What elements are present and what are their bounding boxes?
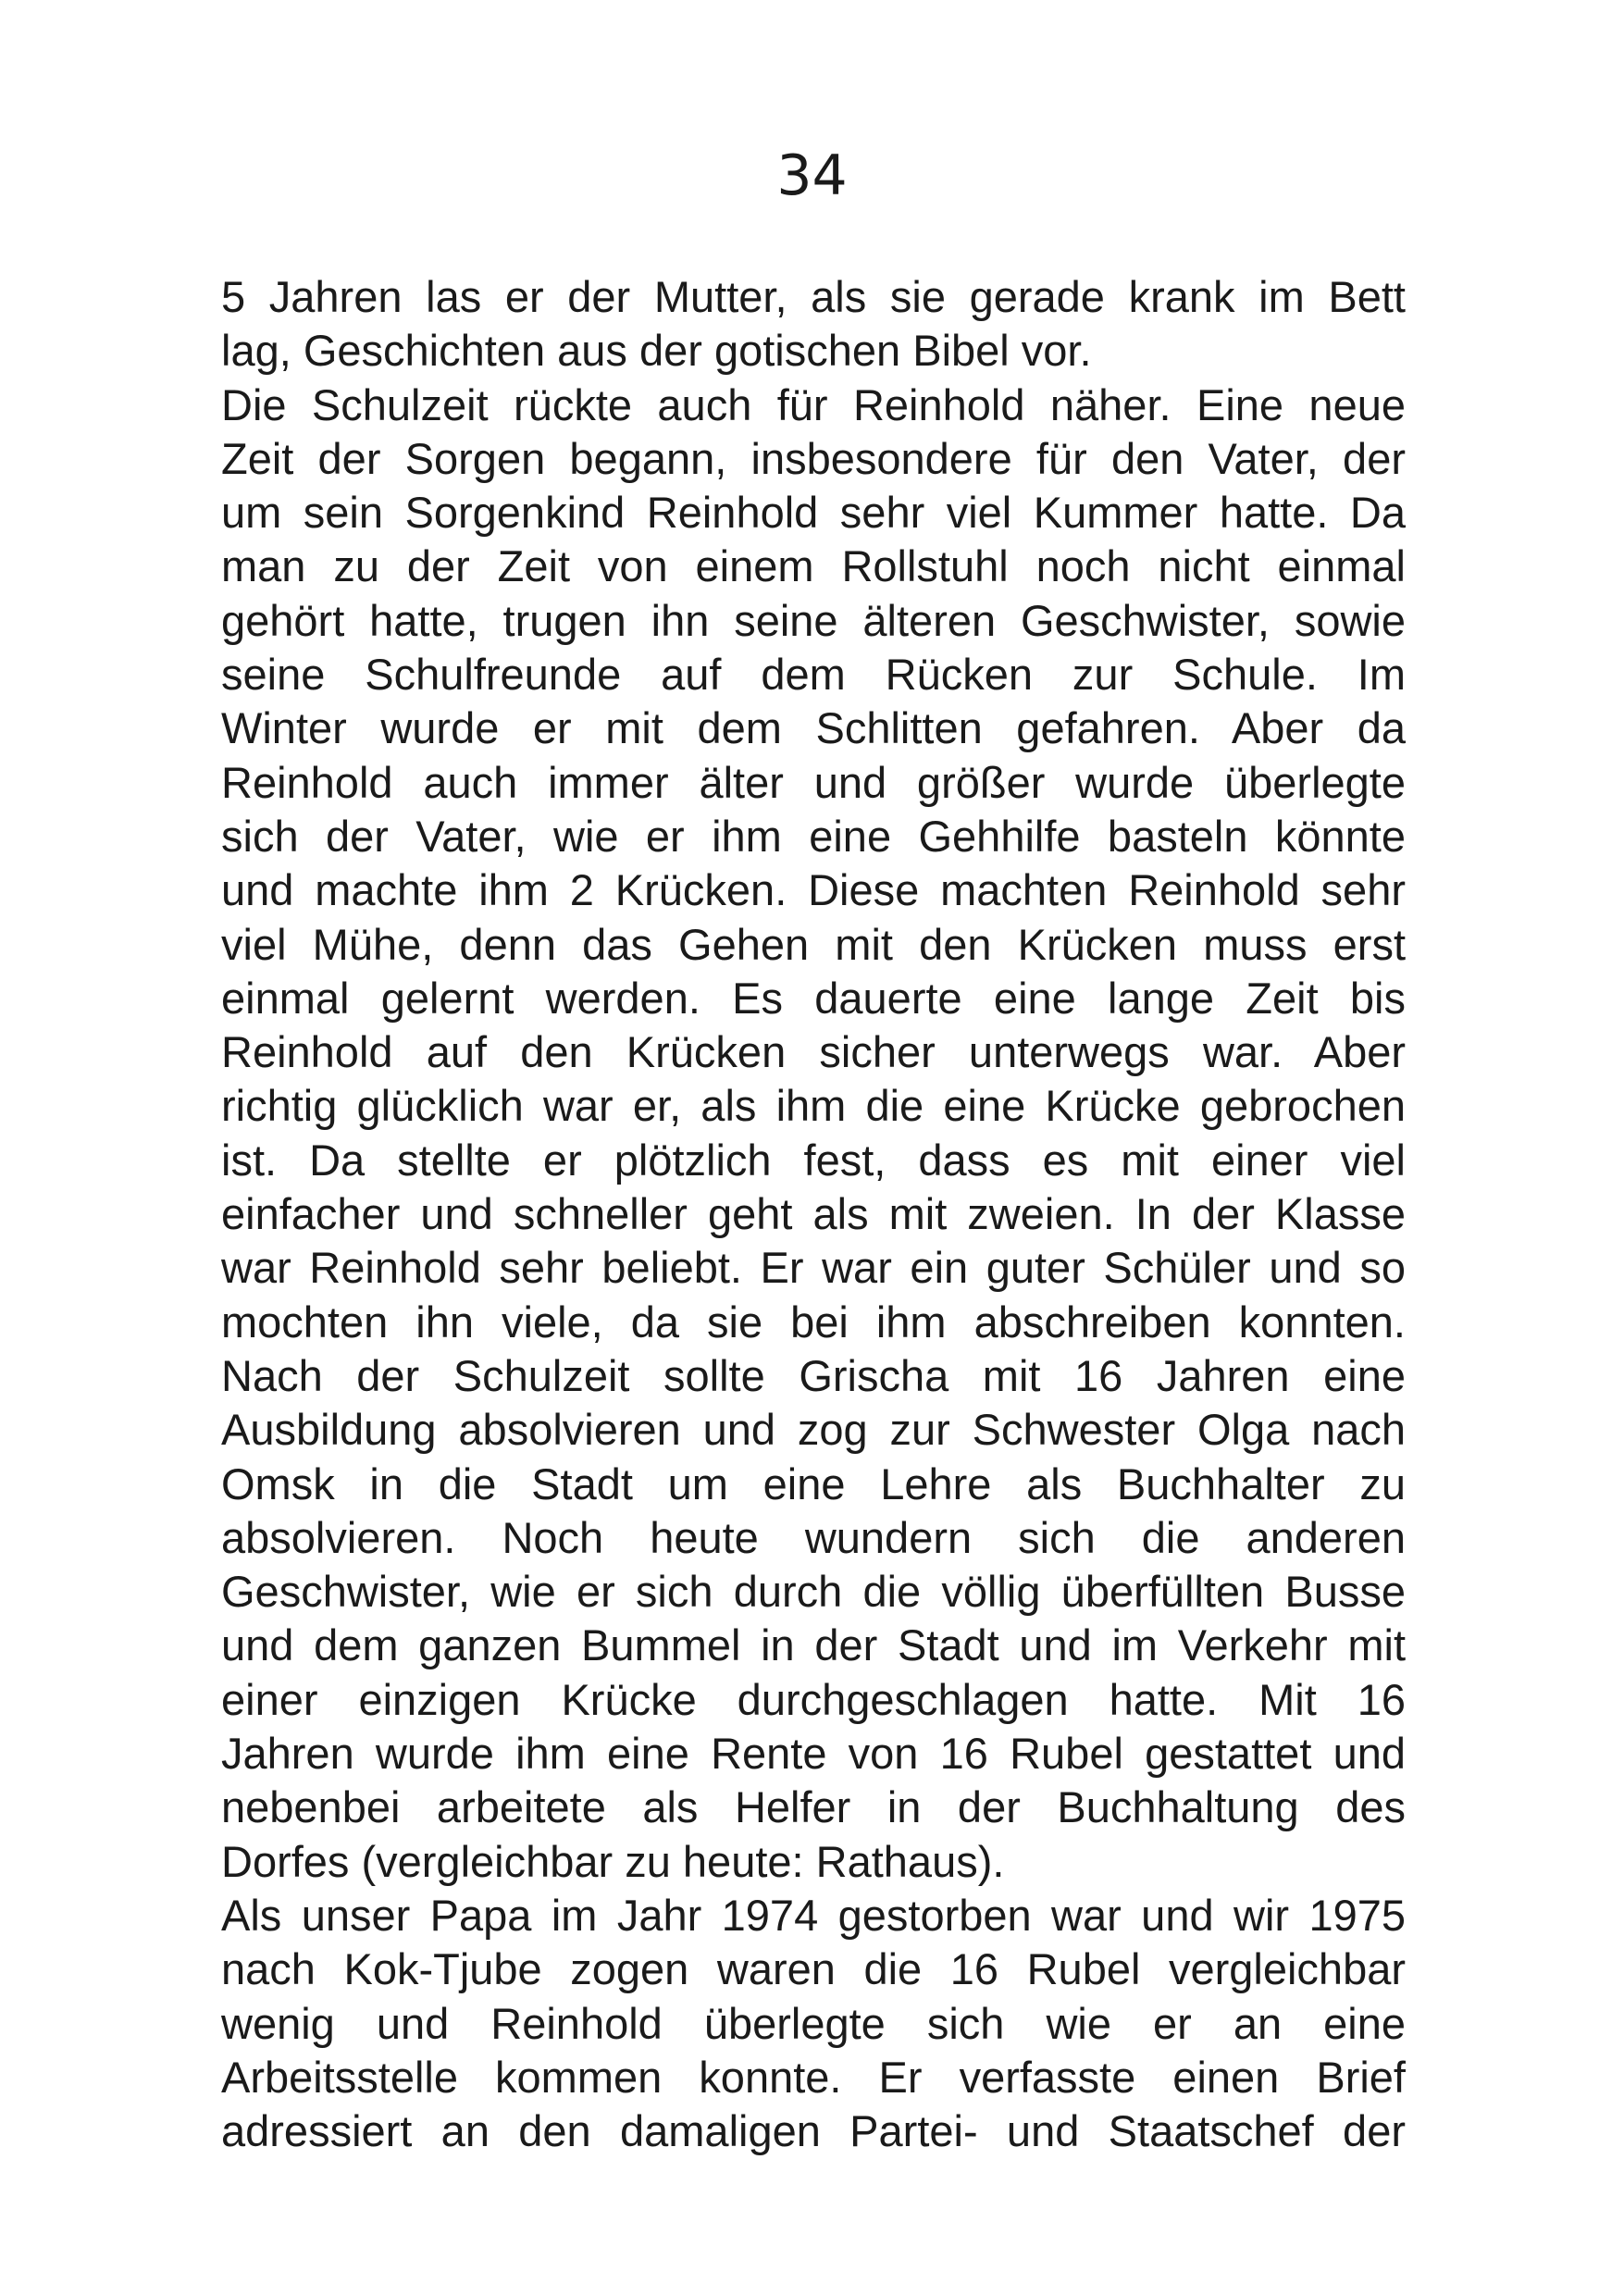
text-line: ist. Da stellte er plötzlich fest, dass es mit einer viel (221, 1135, 1406, 1185)
text-line: nach Kok-Tjube zogen waren die 16 Rubel vergleichbar (221, 1944, 1406, 1994)
text-line: Ausbildung absolvieren und zog zur Schwester Olga nach (221, 1405, 1406, 1455)
text-line: nebenbei arbeitete als Helfer in der Buchhaltung des (221, 1782, 1406, 1832)
paragraph-1 (221, 270, 1406, 379)
text-line: lag, Geschichten aus der gotischen Bibel vor. (221, 326, 1092, 376)
text-line: Reinhold auch immer älter und größer wurde überlegte (221, 757, 1406, 807)
text-line: mochten ihn viele, da sie bei ihm abschreiben konnten. (221, 1297, 1406, 1347)
text-line: Dorfes (vergleichbar zu heute: Rathaus). (221, 1836, 1005, 1886)
text-line: einer einzigen Krücke durchgeschlagen hatte. Mit 16 (221, 1674, 1406, 1724)
text-line: absolvieren. Noch heute wundern sich die anderen (221, 1512, 1406, 1562)
text-line: Jahren wurde ihm eine Rente von 16 Rubel gestattet und (221, 1729, 1406, 1779)
page-number: 34 (776, 143, 848, 208)
text-line: Omsk in die Stadt um eine Lehre als Buchhalter zu (221, 1458, 1406, 1508)
text-line: Winter wurde er mit dem Schlitten gefahren. Aber da (221, 703, 1406, 753)
text-line: Die Schulzeit rückte auch für Reinhold näher. Eine neue (221, 379, 1406, 429)
paragraph-3 (221, 1889, 1406, 2158)
paragraph-2 (221, 379, 1406, 1889)
text-line: einmal gelernt werden. Es dauerte eine lange Zeit bis (221, 973, 1406, 1023)
text-line: und machte ihm 2 Krücken. Diese machten Reinhold sehr (221, 865, 1406, 915)
text-line: Geschwister, wie er sich durch die völlig überfüllten Busse (221, 1567, 1406, 1617)
body-text (221, 270, 1406, 2158)
text-line: und dem ganzen Bummel in der Stadt und im Verkehr mit (221, 1620, 1406, 1670)
text-line: einfacher und schneller geht als mit zweien. In der Klasse (221, 1189, 1406, 1239)
text-line: Nach der Schulzeit sollte Grischa mit 16 Jahren eine (221, 1350, 1406, 1400)
text-line: man zu der Zeit von einem Rollstuhl noch nicht einmal (221, 541, 1406, 591)
text-line: Als unser Papa im Jahr 1974 gestorben war und wir 1975 (221, 1890, 1406, 1940)
text-line: adressiert an den damaligen Partei- und Staatschef der (221, 2106, 1406, 2156)
text-line: wenig und Reinhold überlegte sich wie er an eine (221, 1998, 1406, 2048)
text-line: Arbeitsstelle kommen konnte. Er verfasste einen Brief (221, 2052, 1406, 2102)
text-line: war Reinhold sehr beliebt. Er war ein guter Schüler und so (221, 1243, 1406, 1293)
text-line: viel Mühe, denn das Gehen mit den Krücken muss erst (221, 919, 1406, 969)
text-line: um sein Sorgenkind Reinhold sehr viel Kummer hatte. Da (221, 488, 1406, 538)
text-line: 5 Jahren las er der Mutter, als sie gerade krank im Bett (221, 272, 1406, 321)
text-line: sich der Vater, wie er ihm eine Gehhilfe basteln könnte (221, 811, 1406, 861)
text-line: Zeit der Sorgen begann, insbesondere für den Vater, der (221, 433, 1406, 483)
text-line: seine Schulfreunde auf dem Rücken zur Schule. Im (221, 650, 1406, 700)
text-line: gehört hatte, trugen ihn seine älteren Geschwister, sowie (221, 595, 1406, 645)
text-line: richtig glücklich war er, als ihm die eine Krücke gebrochen (221, 1081, 1406, 1131)
text-line: Reinhold auf den Krücken sicher unterwegs war. Aber (221, 1027, 1406, 1077)
